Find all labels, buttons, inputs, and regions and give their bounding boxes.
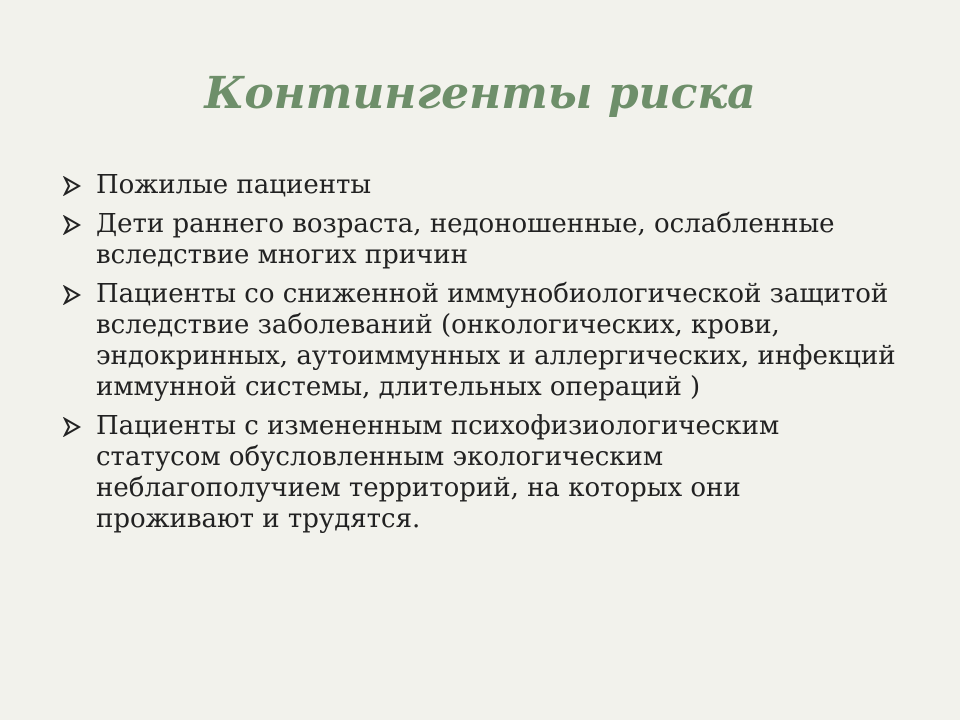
- arrow-chevron-bullet-icon: [62, 417, 82, 437]
- bullet-list: [62, 170, 902, 543]
- slide-title: Контингенты риска: [204, 68, 756, 119]
- arrow-chevron-bullet-icon: [62, 176, 82, 196]
- arrow-chevron-bullet-icon: [62, 215, 82, 235]
- bullet-item: [62, 411, 902, 535]
- bullet-text: Пациенты с измененным психофизиологическим статусом обусловленным экологическим неблагополучием территорий, на которых они проживают и трудятся.: [96, 411, 780, 534]
- bullet-item: [62, 209, 902, 271]
- bullet-item: [62, 279, 902, 403]
- bullet-text: Дети раннего возраста, недоношенные, ослабленные вследствие многих причин: [96, 209, 835, 270]
- arrow-chevron-bullet-icon: [62, 285, 82, 305]
- bullet-item: [62, 170, 902, 201]
- bullet-text: Пожилые пациенты: [96, 170, 372, 200]
- bullet-text: Пациенты со сниженной иммунобиологической защитой вследствие заболеваний (онкологических, крови, эндокринных, аутоиммунных и аллергических, инфекций иммунной системы, длительных операций ): [96, 279, 896, 402]
